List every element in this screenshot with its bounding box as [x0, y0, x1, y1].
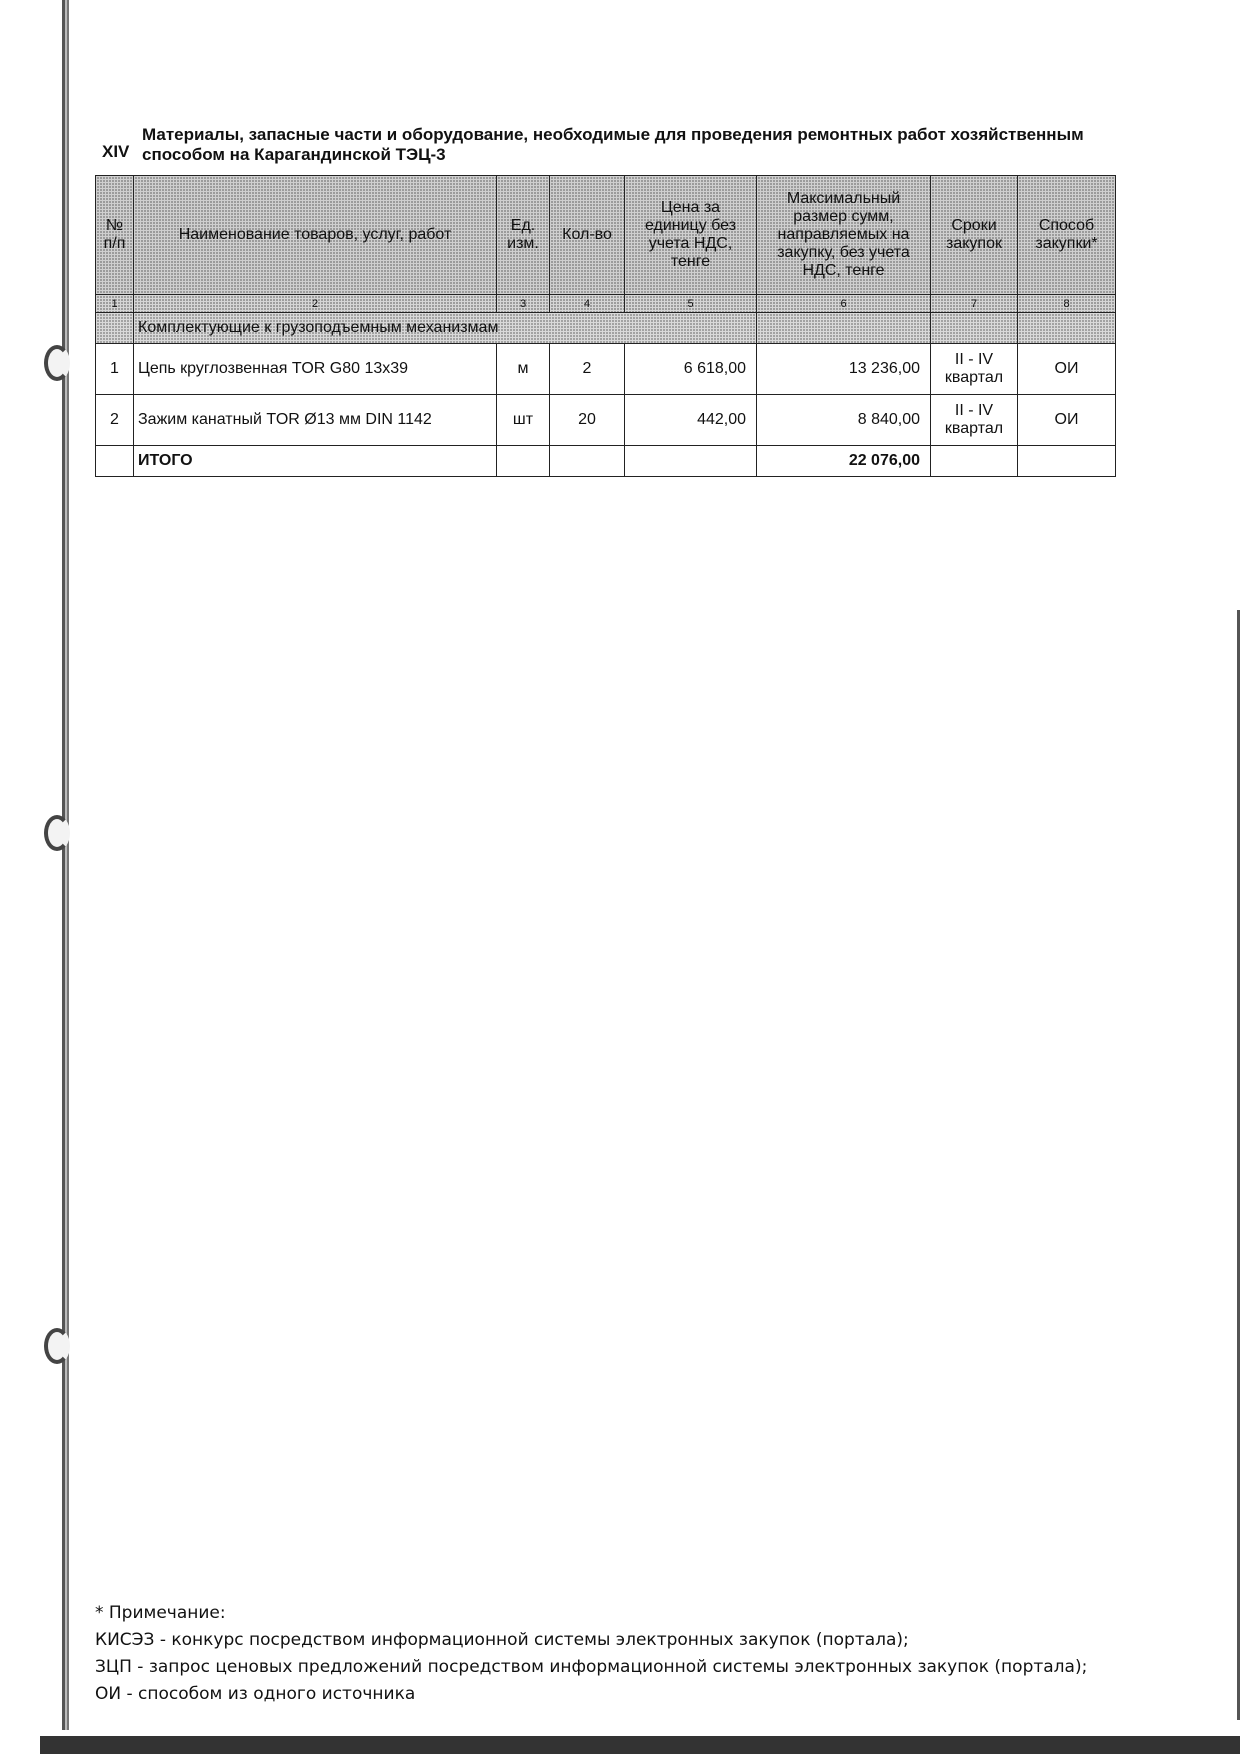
row-unit: м — [497, 344, 550, 395]
row-qty: 20 — [550, 395, 625, 446]
header-sum: Максимальный размер сумм, направляемых на закупку, без учета НДС, тенге — [757, 176, 931, 295]
note-line: ОИ - способом из одного источника — [95, 1684, 416, 1704]
total-sum: 22 076,00 — [757, 446, 931, 477]
header-row — [96, 176, 1116, 295]
header-num: № п/п — [96, 176, 134, 295]
section-number: XIV — [102, 142, 130, 161]
notes-heading: * Примечание: — [95, 1603, 226, 1623]
row-period: II - IV квартал — [931, 344, 1018, 395]
note-line: КИСЭЗ - конкурс посредством информационной системы электронных закупок (портала); — [95, 1630, 909, 1650]
column-number: 4 — [550, 295, 625, 313]
table-row — [96, 344, 1116, 395]
section-title: Материалы, запасные части и оборудование, необходимые для проведения ремонтных работ хозяйственным способом на Карагандинской ТЭЦ-3 — [142, 125, 1084, 164]
row-name: Цепь круглозвенная TOR G80 13x39 — [134, 344, 497, 395]
column-number: 7 — [931, 295, 1018, 313]
procurement-table — [95, 175, 1116, 477]
row-num: 2 — [96, 395, 134, 446]
column-number: 5 — [625, 295, 757, 313]
row-method: ОИ — [1018, 344, 1116, 395]
total-blank-cell — [1018, 446, 1116, 477]
row-name: Зажим канатный TOR Ø13 мм DIN 1142 — [134, 395, 497, 446]
category-blank-cell — [757, 313, 931, 344]
column-number: 3 — [497, 295, 550, 313]
punch-hole-icon — [44, 345, 70, 381]
category-label: Комплектующие к грузоподъемным механизмам — [134, 313, 757, 344]
row-price: 442,00 — [625, 395, 757, 446]
table-row — [96, 395, 1116, 446]
scan-left-edge — [62, 0, 72, 1730]
total-blank-cell — [550, 446, 625, 477]
note-line: ЗЦП - запрос ценовых предложений посредством информационной системы электронных закупок (портала); — [95, 1657, 1088, 1677]
column-number: 1 — [96, 295, 134, 313]
column-number: 6 — [757, 295, 931, 313]
column-number: 2 — [134, 295, 497, 313]
category-blank-cell — [931, 313, 1018, 344]
header-qty: Кол-во — [550, 176, 625, 295]
column-number: 8 — [1018, 295, 1116, 313]
header-name: Наименование товаров, услуг, работ — [134, 176, 497, 295]
row-num: 1 — [96, 344, 134, 395]
total-blank-cell — [931, 446, 1018, 477]
header-unit: Ед. изм. — [497, 176, 550, 295]
category-blank-cell — [96, 313, 134, 344]
row-period: II - IV квартал — [931, 395, 1018, 446]
total-row — [96, 446, 1116, 477]
total-label: ИТОГО — [134, 446, 497, 477]
punch-hole-icon — [44, 815, 70, 851]
row-sum: 8 840,00 — [757, 395, 931, 446]
header-method: Способ закупки* — [1018, 176, 1116, 295]
punch-hole-icon — [44, 1328, 70, 1364]
scan-bottom-edge — [40, 1732, 1240, 1754]
row-unit: шт — [497, 395, 550, 446]
header-period: Сроки закупок — [931, 176, 1018, 295]
total-blank-cell — [96, 446, 134, 477]
category-blank-cell — [1018, 313, 1116, 344]
row-price: 6 618,00 — [625, 344, 757, 395]
header-price: Цена за единицу без учета НДС, тенге — [625, 176, 757, 295]
total-blank-cell — [625, 446, 757, 477]
column-number-row — [96, 295, 1116, 313]
notes-block — [95, 1600, 1087, 1708]
category-row — [96, 313, 1116, 344]
row-qty: 2 — [550, 344, 625, 395]
total-blank-cell — [497, 446, 550, 477]
row-method: ОИ — [1018, 395, 1116, 446]
row-sum: 13 236,00 — [757, 344, 931, 395]
